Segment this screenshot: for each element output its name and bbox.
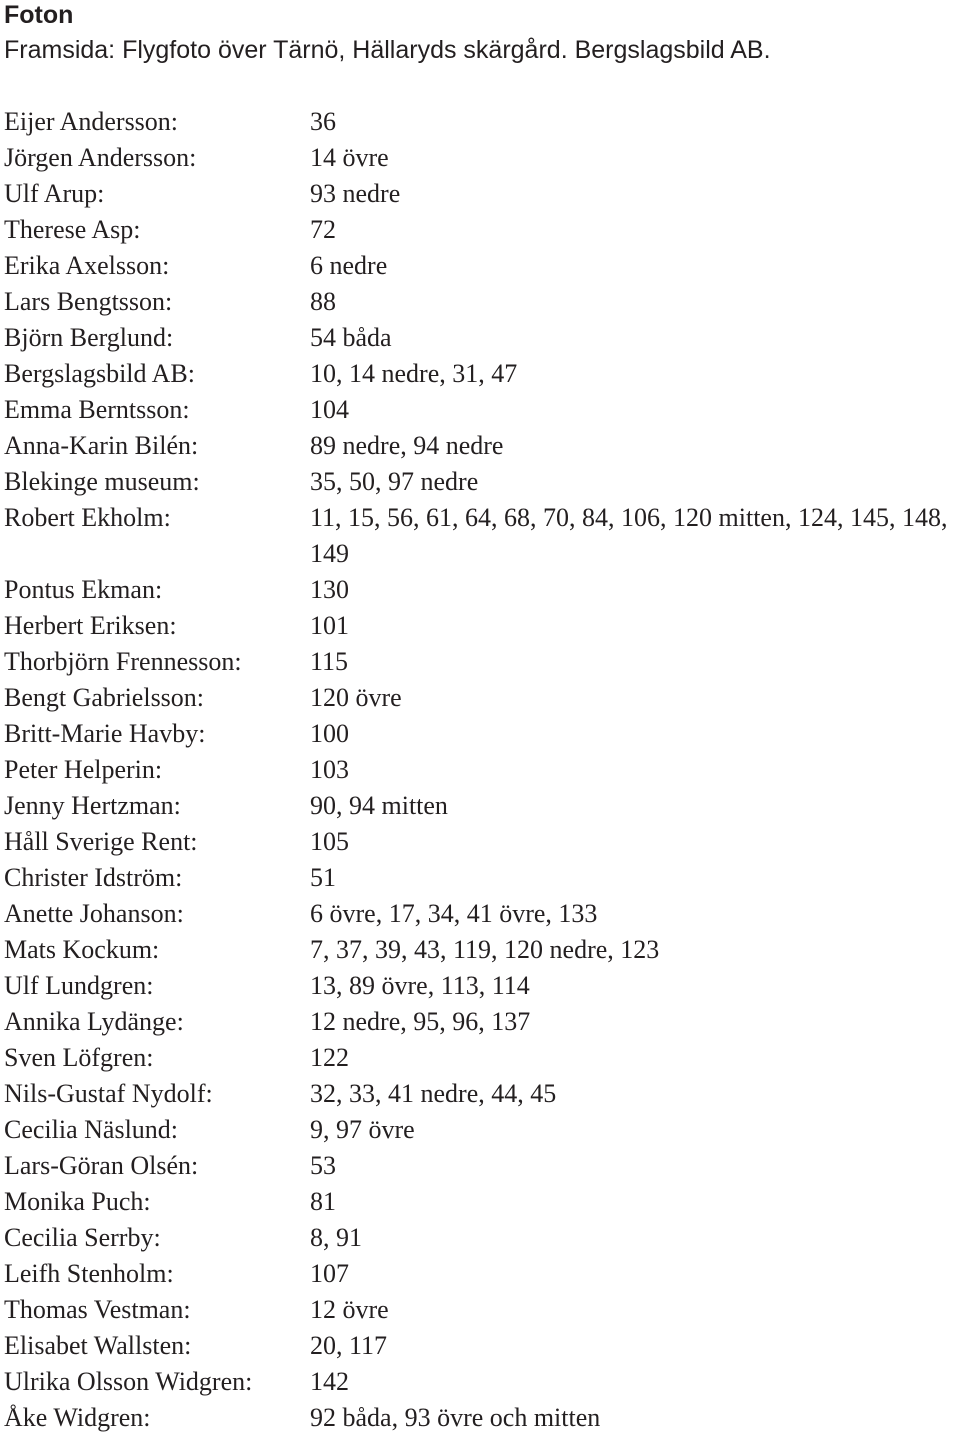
photo-page-numbers: 122 [310, 1043, 349, 1072]
photographer-name: Sven Löfgren: [4, 1043, 154, 1072]
page-title: Foton [4, 1, 74, 29]
photo-page-numbers: 93 nedre [310, 179, 401, 208]
photo-page-numbers: 107 [310, 1259, 349, 1288]
photo-page-numbers: 6 nedre [310, 251, 388, 280]
photographer-name: Monika Puch: [4, 1187, 151, 1216]
credit-row [4, 716, 956, 752]
photographer-name: Ulf Lundgren: [4, 971, 154, 1000]
photo-page-numbers: 14 övre [310, 143, 389, 172]
credit-row [4, 572, 956, 608]
photographer-name: Cecilia Serrby: [4, 1223, 161, 1252]
photo-page-numbers: 72 [310, 215, 336, 244]
photo-page-numbers: 7, 37, 39, 43, 119, 120 nedre, 123 [310, 935, 660, 964]
photo-page-numbers: 142 [310, 1367, 349, 1396]
photo-page-numbers: 81 [310, 1187, 336, 1216]
photographer-name: Åke Widgren: [4, 1403, 151, 1432]
photographer-name: Lars Bengtsson: [4, 287, 173, 316]
photo-page-numbers: 115 [310, 647, 349, 676]
credit-row [4, 608, 956, 644]
credit-row [4, 212, 956, 248]
photo-page-numbers: 89 nedre, 94 nedre [310, 431, 504, 460]
photo-page-numbers: 120 övre [310, 683, 402, 712]
photo-page-numbers: 10, 14 nedre, 31, 47 [310, 359, 518, 388]
photographer-name: Jörgen Andersson: [4, 143, 197, 172]
photo-page-numbers: 9, 97 övre [310, 1115, 415, 1144]
photo-page-numbers: 8, 91 [310, 1223, 362, 1252]
credit-row [4, 788, 956, 824]
credit-row [4, 1256, 956, 1292]
credit-row [4, 248, 956, 284]
photo-page-numbers: 104 [310, 395, 349, 424]
photographer-name: Anette Johanson: [4, 899, 184, 928]
credit-row [4, 896, 956, 932]
photo-page-numbers: 12 nedre, 95, 96, 137 [310, 1007, 531, 1036]
photographer-name: Britt-Marie Havby: [4, 719, 206, 748]
credit-row [4, 500, 956, 572]
photo-page-numbers: 6 övre, 17, 34, 41 övre, 133 [310, 899, 598, 928]
photo-page-numbers: 32, 33, 41 nedre, 44, 45 [310, 1079, 557, 1108]
photographer-name: Elisabet Wallsten: [4, 1331, 192, 1360]
credit-row [4, 1076, 956, 1112]
credit-row [4, 464, 956, 500]
cover-photo-credit: Framsida: Flygfoto över Tärnö, Hällaryds skärgård. Bergslagsbild AB. [4, 36, 771, 64]
credit-row [4, 320, 956, 356]
credit-row [4, 1364, 956, 1400]
credit-row [4, 176, 956, 212]
photo-page-numbers: 130 [310, 575, 349, 604]
photographer-name: Jenny Hertzman: [4, 791, 181, 820]
photographer-name: Lars-Göran Olsén: [4, 1151, 199, 1180]
photographer-name: Blekinge museum: [4, 467, 200, 496]
photographer-name: Therese Asp: [4, 215, 141, 244]
credit-row [4, 1040, 956, 1076]
photographer-name: Annika Lydänge: [4, 1007, 184, 1036]
photo-page-numbers: 12 övre [310, 1295, 389, 1324]
photo-page-numbers: 35, 50, 97 nedre [310, 467, 479, 496]
photographer-name: Ulrika Olsson Widgren: [4, 1367, 253, 1396]
credit-row [4, 1112, 956, 1148]
photographer-name: Mats Kockum: [4, 935, 160, 964]
credit-row [4, 1148, 956, 1184]
photographer-name: Björn Berglund: [4, 323, 174, 352]
photographer-name: Cecilia Näslund: [4, 1115, 179, 1144]
credit-row [4, 1220, 956, 1256]
credit-row [4, 1400, 956, 1436]
photo-page-numbers: 20, 117 [310, 1331, 388, 1360]
photo-page-numbers: 11, 15, 56, 61, 64, 68, 70, 84, 106, 120 mitten, 124, 145, 148, 149 [310, 503, 948, 568]
photo-page-numbers: 53 [310, 1151, 336, 1180]
credit-row [4, 428, 956, 464]
photographer-name: Ulf Arup: [4, 179, 105, 208]
credit-row [4, 1292, 956, 1328]
credit-row [4, 140, 956, 176]
credits-list [4, 104, 956, 1436]
photo-page-numbers: 100 [310, 719, 349, 748]
photographer-name: Erika Axelsson: [4, 251, 170, 280]
photographer-name: Bengt Gabrielsson: [4, 683, 205, 712]
credit-row [4, 860, 956, 896]
photographer-name: Peter Helperin: [4, 755, 163, 784]
photo-page-numbers: 36 [310, 107, 336, 136]
credit-row [4, 752, 956, 788]
photo-page-numbers: 13, 89 övre, 113, 114 [310, 971, 530, 1000]
credit-row [4, 644, 956, 680]
photographer-name: Håll Sverige Rent: [4, 827, 198, 856]
credit-row [4, 824, 956, 860]
photographer-name: Bergslagsbild AB: [4, 359, 195, 388]
photo-page-numbers: 101 [310, 611, 349, 640]
credit-row [4, 680, 956, 716]
credit-row [4, 1328, 956, 1364]
photo-page-numbers: 92 båda, 93 övre och mitten [310, 1403, 601, 1432]
photographer-name: Pontus Ekman: [4, 575, 163, 604]
photo-page-numbers: 88 [310, 287, 336, 316]
photographer-name: Anna-Karin Bilén: [4, 431, 199, 460]
credit-row [4, 104, 956, 140]
photo-page-numbers: 90, 94 mitten [310, 791, 448, 820]
photo-page-numbers: 51 [310, 863, 336, 892]
photographer-name: Thomas Vestman: [4, 1295, 191, 1324]
credit-row [4, 356, 956, 392]
photo-page-numbers: 105 [310, 827, 349, 856]
photographer-name: Emma Berntsson: [4, 395, 190, 424]
photographer-name: Leifh Stenholm: [4, 1259, 174, 1288]
photographer-name: Thorbjörn Frennesson: [4, 647, 242, 676]
credit-row [4, 1004, 956, 1040]
photographer-name: Eijer Andersson: [4, 107, 179, 136]
credit-row [4, 284, 956, 320]
photo-page-numbers: 54 båda [310, 323, 392, 352]
credit-row [4, 932, 956, 968]
credit-row [4, 968, 956, 1004]
photo-page-numbers: 103 [310, 755, 349, 784]
credit-row [4, 392, 956, 428]
credit-row [4, 1184, 956, 1220]
photographer-name: Nils-Gustaf Nydolf: [4, 1079, 213, 1108]
photographer-name: Christer Idström: [4, 863, 183, 892]
photographer-name: Robert Ekholm: [4, 503, 171, 532]
photographer-name: Herbert Eriksen: [4, 611, 177, 640]
